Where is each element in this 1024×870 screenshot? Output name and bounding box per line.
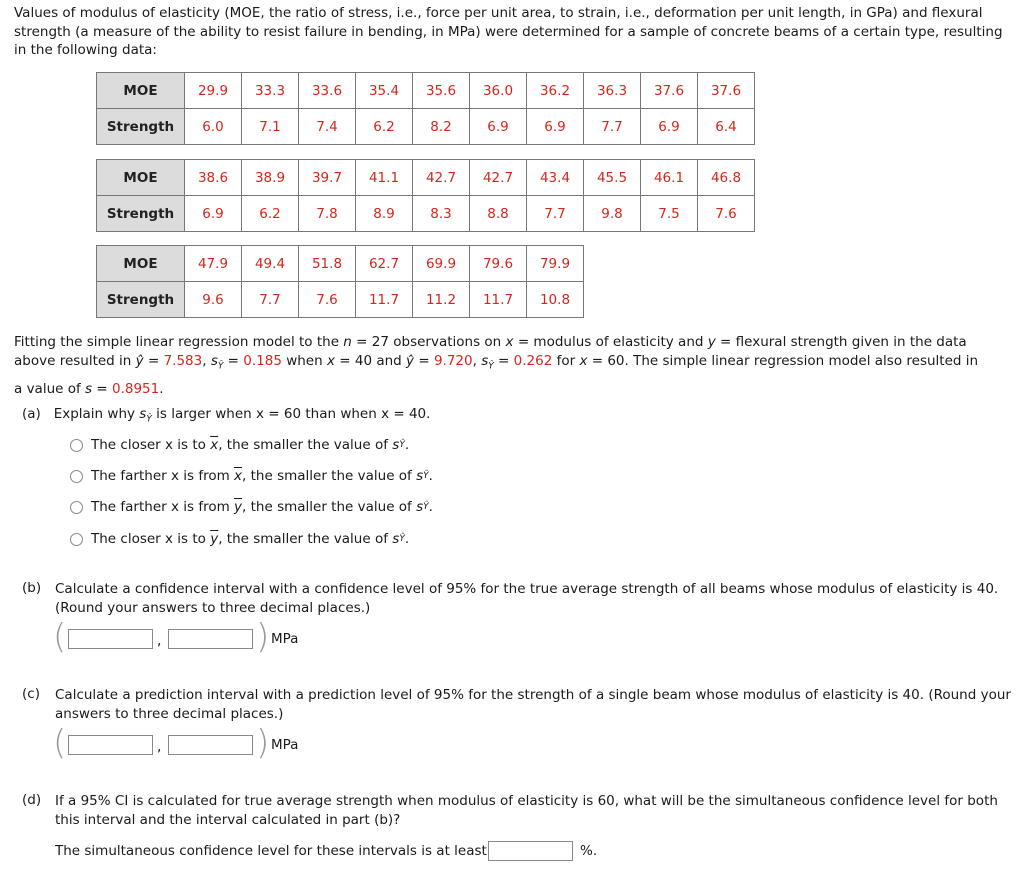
strength-cell: 7.7: [584, 109, 641, 145]
strength-cell: 8.3: [413, 196, 470, 232]
strength-cell: 6.9: [185, 196, 242, 232]
data-table-3: [96, 245, 584, 318]
strength-cell: 11.7: [356, 282, 413, 318]
option-tail: , the smaller the value of: [242, 499, 412, 515]
yhat-60-value: 9.720: [433, 352, 473, 369]
moe-cell: 36.3: [584, 73, 641, 109]
moe-cell: 38.6: [185, 160, 242, 196]
moe-cell: 51.8: [299, 246, 356, 282]
open-paren-icon: (: [53, 617, 67, 657]
option-tail: , the smaller the value of: [218, 531, 388, 547]
s-yhat-60-value: 0.262: [513, 352, 553, 369]
data-table-2: [96, 159, 755, 232]
moe-cell: 46.8: [698, 160, 755, 196]
strength-cell: 9.6: [185, 282, 242, 318]
moe-cell: 36.2: [527, 73, 584, 109]
strength-cell: 10.8: [527, 282, 584, 318]
moe-cell: 46.1: [641, 160, 698, 196]
part-d-label: (d): [22, 792, 42, 808]
moe-cell: 69.9: [413, 246, 470, 282]
moe-cell: 37.6: [698, 73, 755, 109]
s-yhat-40-value: 0.185: [243, 352, 282, 369]
strength-cell: 8.2: [413, 109, 470, 145]
yhat-40-value: 7.583: [163, 352, 203, 369]
strength-cell: 8.9: [356, 196, 413, 232]
strength-cell: 7.6: [698, 196, 755, 232]
strength-cell: 11.2: [413, 282, 470, 318]
moe-cell: 62.7: [356, 246, 413, 282]
strength-cell: 6.2: [242, 196, 299, 232]
radio-button[interactable]: [70, 470, 83, 483]
moe-cell: 36.0: [470, 73, 527, 109]
strength-cell: 7.4: [299, 109, 356, 145]
option-tail: , the smaller the value of: [242, 468, 412, 484]
moe-cell: 33.3: [242, 73, 299, 109]
radio-button[interactable]: [70, 533, 83, 546]
percent-suffix: %.: [580, 843, 598, 859]
part-b-text: Calculate a confidence interval with a confidence level of 95% for the true average strength of all beams whose modulus of elasticity is 40. (Round your answers to three decimal places.): [55, 581, 999, 616]
strength-cell: 7.5: [641, 196, 698, 232]
option-lead: The farther x is from: [91, 468, 230, 484]
strength-cell: 6.0: [185, 109, 242, 145]
strength-cell: 8.8: [470, 196, 527, 232]
part-a-question: (a) Explain why $s_Ŷ$ is larger when x = 60 than when x = 40.: [22, 406, 431, 425]
moe-cell: 38.9: [242, 160, 299, 196]
radio-button[interactable]: [70, 439, 83, 452]
moe-cell: 47.9: [185, 246, 242, 282]
row-header: Strength: [97, 109, 185, 145]
ci-unit: MPa: [271, 631, 299, 647]
part-a-label: (a): [22, 406, 41, 422]
moe-cell: 49.4: [242, 246, 299, 282]
problem-intro: Values of modulus of elasticity (MOE, the ratio of stress, i.e., force per unit area, to strain, i.e., deformation per unit length, in GPa) and flexural strength (a measure of the ability to resist failure in bending, in MPa) were determined for a sample of concrete beams of a certain type, resulting in the following data:: [14, 5, 1003, 58]
strength-cell: 11.7: [470, 282, 527, 318]
strength-cell: 6.9: [527, 109, 584, 145]
part-a-option-2[interactable]: The farther x is from $\overline{x}$ , the smaller the value of s Ŷ .: [70, 465, 433, 487]
strength-cell: 7.8: [299, 196, 356, 232]
option-lead: The closer x is to: [91, 531, 206, 547]
moe-cell: 37.6: [641, 73, 698, 109]
row-header: MOE: [97, 160, 185, 196]
moe-cell: 35.4: [356, 73, 413, 109]
part-a-option-1[interactable]: The closer x is to $\overline{x}$ , the smaller the value of s Ŷ .: [70, 434, 409, 456]
strength-row: [97, 109, 755, 145]
moe-cell: 42.7: [413, 160, 470, 196]
row-header: MOE: [97, 73, 185, 109]
data-table-1: [96, 72, 755, 145]
strength-cell: 7.1: [242, 109, 299, 145]
option-var: $\overline{y}$: [234, 499, 243, 515]
strength-cell: 7.7: [242, 282, 299, 318]
fit-paragraph: Fitting the simple linear regression model to the n = 27 observations on x = modulus of elasticity and y = flexural strength given in the data above resulted in ŷ = 7.583, $s_Ŷ = 0.185$ when x = 40 and ŷ = 9.720, $s_Ŷ = 0.262$ for x = 60. The simple linear regression model also resulted in a value of s = 0.8951.: [14, 334, 979, 397]
part-d-answer-prefix: The simultaneous confidence level for these intervals is at least: [55, 843, 487, 859]
comma: ,: [157, 739, 162, 755]
part-a-question-prefix: Explain why: [53, 406, 135, 422]
moe-cell: 45.5: [584, 160, 641, 196]
moe-cell: 79.9: [527, 246, 584, 282]
open-paren-icon: (: [53, 723, 67, 763]
part-c-label: (c): [22, 686, 40, 702]
row-header: Strength: [97, 282, 185, 318]
strength-cell: 6.9: [470, 109, 527, 145]
part-d-text: If a 95% CI is calculated for true average strength when modulus of elasticity is 60, what will be the simultaneous confidence level for both this interval and the interval calculated in part (b)?: [55, 793, 998, 828]
pi-unit: MPa: [271, 737, 299, 753]
close-paren-icon: ): [256, 617, 270, 657]
moe-cell: 41.1: [356, 160, 413, 196]
part-c-text: Calculate a prediction interval with a prediction level of 95% for the strength of a single beam whose modulus of elasticity is 40. (Round your answers to three decimal places.): [55, 687, 1011, 722]
s-value: 0.8951: [112, 380, 160, 397]
option-lead: The closer x is to: [91, 437, 206, 453]
option-var: $\overline{y}$: [210, 531, 219, 547]
moe-row: [97, 160, 755, 196]
comma: ,: [157, 633, 162, 649]
simultaneous-level-input[interactable]: [488, 841, 573, 861]
strength-cell: 6.9: [641, 109, 698, 145]
part-b-label: (b): [22, 580, 42, 596]
moe-row: [97, 73, 755, 109]
part-a-question-suffix: is larger when x = 60 than when x = 40.: [156, 406, 431, 422]
moe-cell: 33.6: [299, 73, 356, 109]
moe-row: [97, 246, 584, 282]
option-lead: The farther x is from: [91, 499, 230, 515]
moe-cell: 79.6: [470, 246, 527, 282]
moe-cell: 35.6: [413, 73, 470, 109]
option-tail: , the smaller the value of: [218, 437, 388, 453]
strength-cell: 7.7: [527, 196, 584, 232]
radio-button[interactable]: [70, 501, 83, 514]
part-a-option-4[interactable]: The closer x is to $\overline{y}$ , the smaller the value of s Ŷ .: [70, 528, 409, 550]
strength-row: [97, 196, 755, 232]
ci-upper-input[interactable]: [168, 629, 253, 649]
strength-cell: 9.8: [584, 196, 641, 232]
option-var: $\overline{x}$: [210, 437, 219, 453]
close-paren-icon: ): [256, 723, 270, 763]
moe-cell: 39.7: [299, 160, 356, 196]
row-header: Strength: [97, 196, 185, 232]
row-header: MOE: [97, 246, 185, 282]
strength-row: [97, 282, 584, 318]
part-a-option-3[interactable]: The farther x is from $\overline{y}$ , the smaller the value of s Ŷ .: [70, 496, 433, 518]
moe-cell: 43.4: [527, 160, 584, 196]
pi-lower-input[interactable]: [68, 735, 153, 755]
moe-cell: 29.9: [185, 73, 242, 109]
moe-cell: 42.7: [470, 160, 527, 196]
n-value: 27: [371, 334, 389, 350]
option-var: $\overline{x}$: [234, 468, 243, 484]
strength-cell: 6.4: [698, 109, 755, 145]
strength-cell: 6.2: [356, 109, 413, 145]
strength-cell: 7.6: [299, 282, 356, 318]
ci-lower-input[interactable]: [68, 629, 153, 649]
pi-upper-input[interactable]: [168, 735, 253, 755]
